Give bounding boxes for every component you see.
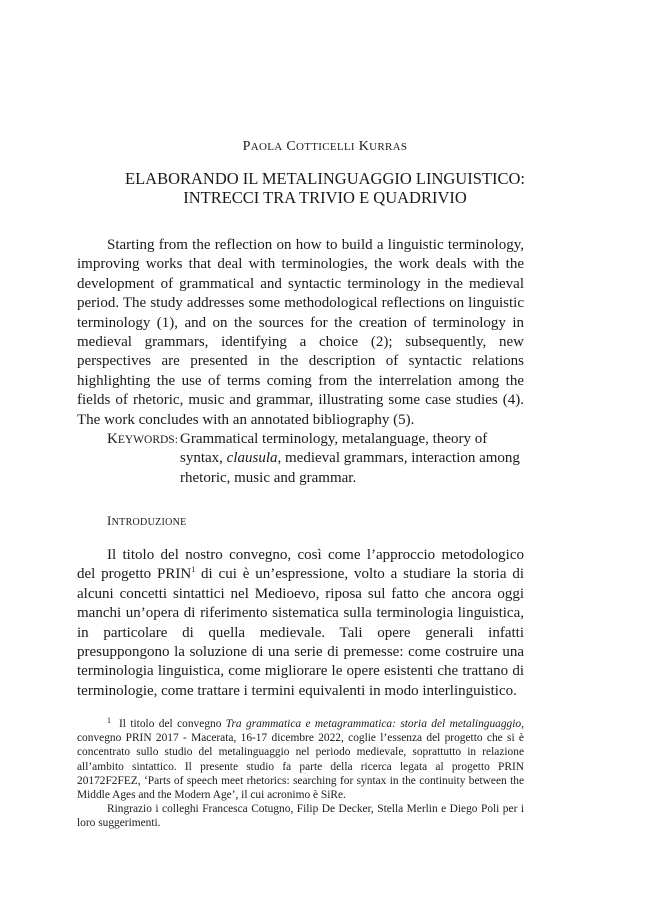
keywords-block xyxy=(107,430,527,488)
title-line-1: ELABORANDO IL METALINGUAGGIO LINGUISTICO: xyxy=(125,169,525,188)
keywords-text: Grammatical terminology, metalanguage, theory of syntax, clausula, medieval grammars, interaction among rhetoric, music and grammar. xyxy=(180,431,520,486)
footnote-reference[interactable]: 1 xyxy=(191,565,196,575)
abstract-paragraph: Starting from the reflection on how to build a linguistic terminology, improving works that deal with terminologies, the work deals with the development of grammatical and syntactic terminology in the medieval period. The study addresses some methodological reflections on linguistic terminology (1), and on the sources for the creation of terminology in medieval grammars, identifying a choice (2); subsequently, new perspectives are presented in the description of syntactic relations highlighting the use of terms coming from the interrelation among the fields of rhetoric, music and grammar, illustrating some case studies (4). The work concludes with an annotated bibliography (5). xyxy=(77,237,524,428)
article-title xyxy=(0,169,650,207)
keywords-italic-term: clausula xyxy=(226,450,278,467)
intro-paragraph: Il titolo del nostro convegno, così come l’approccio metodologico del progetto PRIN$^1$ di cui è un’espressione, volto a studiare la storia di alcuni concetti sintattici nel Medioevo, riposa sul fatto che ancora oggi manchi un’opera di riferimento sistematica sulla terminologia linguistica, in particolare di quella medievale. Tali opere generali infatti presuppongono la soluzione di una serie di premesse: come costruire una terminologia linguistica, come migliorare le opere esistenti che trattano di terminologie, come trattare i termini equivalenti in modo interlinguistico. xyxy=(77,547,524,699)
section-heading: INTRODUZIONE xyxy=(107,513,187,528)
footnote xyxy=(77,714,524,831)
footnote-paragraph: $^1$ Il titolo del convegno Tra grammatica e metagrammatica: storia del metalinguaggio, convegno PRIN 2017 - Macerata, 16-17 dicembre 2022, coglie l’essenza del progetto che si è concentrato sullo studio del metalinguaggio nel periodo medievale, soprattutto in relazione all’ambito sintattico. Il presente studio fa parte della ricerca legata al progetto PRIN 20172F2FEZ, ‘Parts of speech meet rhetorics: searching for syntax in the continuity between the Middle Ages and the Modern Age’, il cui acronimo è SiRe. xyxy=(77,716,524,802)
keywords-label: KEYWORDS: xyxy=(107,431,178,447)
title-line-2: INTRECCI TRA TRIVIO E QUADRIVIO xyxy=(183,188,467,207)
footnote-thanks: Ringrazio i colleghi Francesca Cotugno, Filip De Decker, Stella Merlin e Diego Poli per i loro suggerimenti. xyxy=(77,803,524,830)
footnote-number: 1 xyxy=(107,716,111,725)
author-name: PAOLA COTTICELLI KURRAS xyxy=(242,139,408,154)
